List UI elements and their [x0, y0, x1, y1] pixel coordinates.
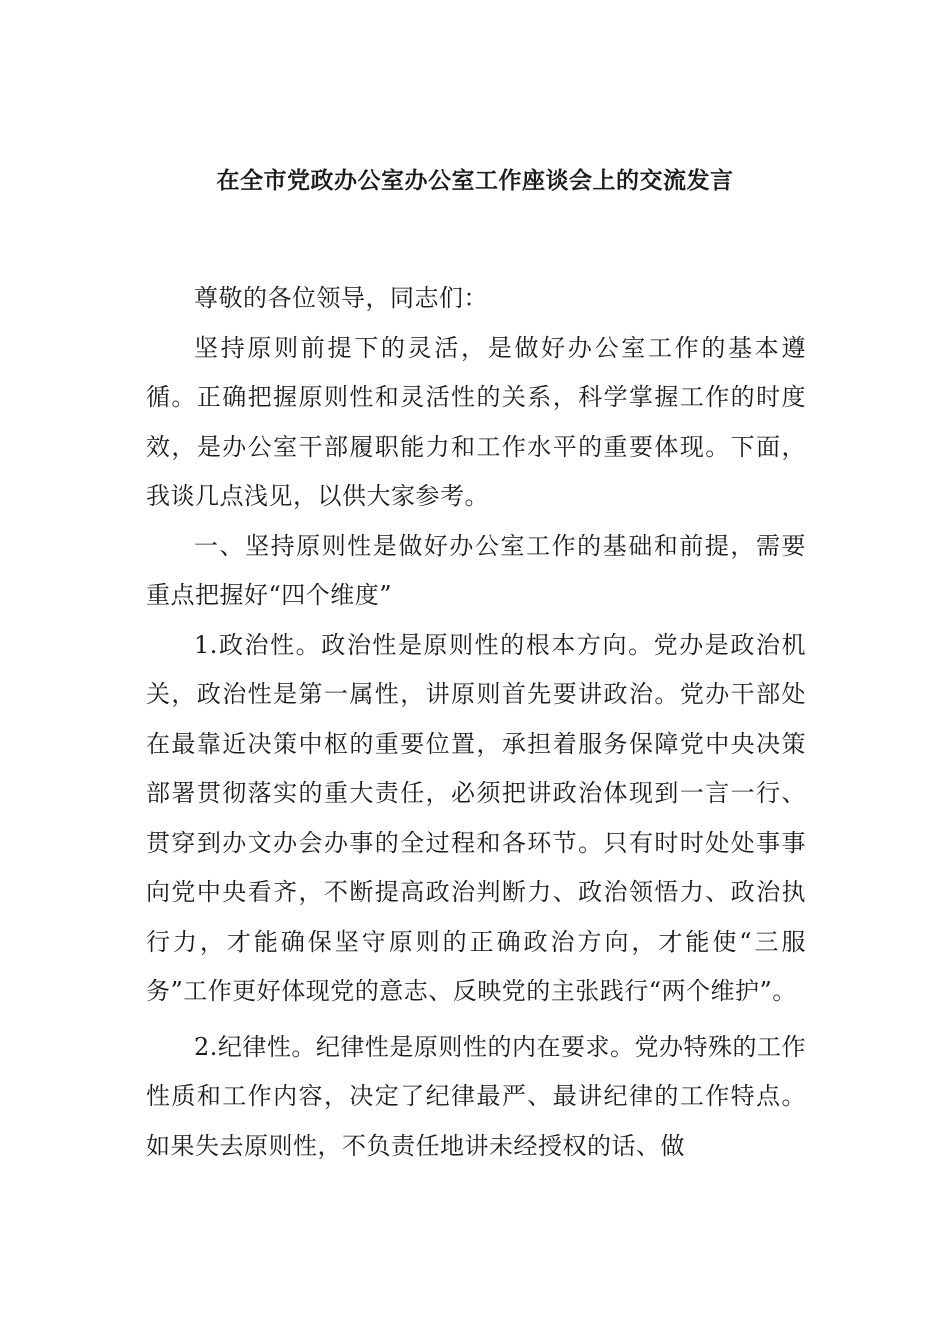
- document-body: [146, 274, 806, 1171]
- heading-section-one: 一、坚持原则性是做好办公室工作的基础和前提，需要重点把握好“四个维度”: [146, 531, 806, 609]
- document-title: 在全市党政办公室办公室工作座谈会上的交流发言: [216, 167, 734, 194]
- paragraph-political: 1.政治性。政治性是原则性的根本方向。党办是政治机关，政治性是第一属性，讲原则首先要讲政治。党办干部处在最靠近决策中枢的重要位置，承担着服务保障党中央决策部署贯彻落实的重大责任，必须把讲政治体现到一言一行、贯穿到办文办会办事的全过程和各环节。只有时时处处事事向党中央看齐，不断提高政治判断力、政治领悟力、政治执行力，才能确保坚守原则的正确政治方向，才能使“三服务”工作更好体现党的意志、反映党的主张践行“两个维护”。: [146, 630, 806, 1005]
- paragraph-intro: 坚持原则前提下的灵活，是做好办公室工作的基本遵循。正确把握原则性和灵活性的关系，科学掌握工作的时度效，是办公室干部履职能力和工作水平的重要体现。下面，我谈几点浅见，以供大家参考。: [146, 333, 806, 510]
- paragraph-discipline: 2.纪律性。纪律性是原则性的内在要求。党办特殊的工作性质和工作内容，决定了纪律最严、最讲纪律的工作特点。如果失去原则性，不负责任地讲未经授权的话、做: [146, 1032, 806, 1160]
- salutation: 尊敬的各位领导，同志们：: [194, 284, 488, 312]
